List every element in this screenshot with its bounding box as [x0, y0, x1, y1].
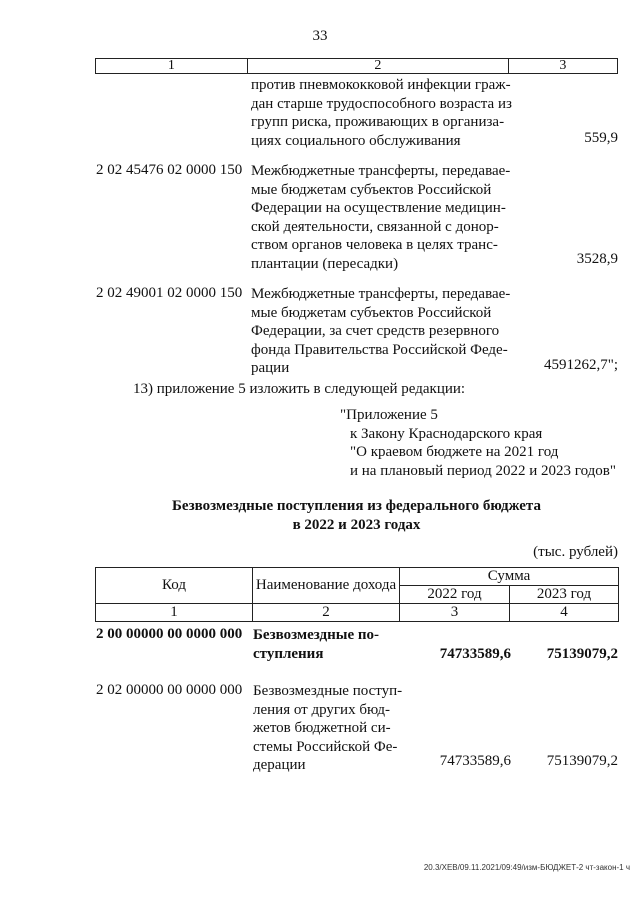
- revenue-table-header: [95, 567, 619, 622]
- appendix-line-4: и на плановый период 2022 и 2023 годов": [350, 462, 616, 479]
- col-header-2023: 2023 год: [510, 586, 619, 604]
- col-header-name: Наименование дохода: [253, 568, 400, 604]
- header-col-1: 1: [96, 59, 248, 74]
- row-description: Межбюджетные трансферты, передавае- мые бюджетам субъектов Российской Федерации, за счет средств резервного фонда Правительства Российской Феде- рации: [251, 286, 511, 376]
- col-num-1: 1: [96, 604, 253, 622]
- table-row-2022: 74733589,6: [439, 646, 511, 662]
- units-label: (тыс. рублей): [533, 544, 618, 560]
- page-number: 33: [312, 28, 328, 44]
- cont-row-description: против пневмококковой инфекции граж- дан старше трудоспособного возраста из групп риска, проживающих в организа- циях социального обслуживания: [251, 77, 512, 149]
- table-row-2023: 75139079,2: [546, 646, 618, 662]
- row-description: Межбюджетные трансферты, передавае- мые бюджетам субъектов Российской Федерации на осуществление медицин- ской деятельности, связанной с донор- ством органов человека в целях транс- плантации (пересадки): [251, 163, 511, 272]
- table-row-name: Безвозмездные поступ- ления от других бюд- жетов бюджетной си- стемы Российской Фе- дерации: [253, 683, 403, 773]
- item-13-text: 13) приложение 5 изложить в следующей редакции:: [133, 381, 466, 397]
- document-title: [95, 497, 618, 534]
- table-row-code: 2 02 00000 00 0000 000: [96, 682, 243, 698]
- row-value: 4591262,7";: [543, 357, 618, 373]
- col-header-sum: Сумма: [400, 568, 619, 586]
- header-col-3: 3: [508, 59, 617, 74]
- header-col-2: 2: [247, 59, 508, 74]
- footer-reference: 20.3/ХЕВ/09.11.2021/09:49/изм-БЮДЖЕТ-2 чт-закон-1 ч: [423, 863, 630, 872]
- cont-row-value: 559,9: [584, 130, 618, 146]
- appendix-header: [340, 406, 630, 480]
- table-row-code: 2 00 00000 00 0000 000: [96, 626, 243, 642]
- appendix-line-1: "Приложение 5: [340, 407, 438, 423]
- col-num-4: 4: [510, 604, 619, 622]
- col-header-2022: 2022 год: [400, 586, 510, 604]
- appendix-line-3: "О краевом бюджете на 2021 год: [350, 444, 559, 460]
- table-row-2022: 74733589,6: [439, 753, 511, 769]
- row-code: 2 02 49001 02 0000 150: [96, 285, 243, 301]
- table-row-name: Безвозмездные по- ступления: [253, 627, 380, 662]
- table-row-2023: 75139079,2: [546, 753, 618, 769]
- row-value: 3528,9: [576, 251, 618, 267]
- title-line-1: Безвозмездные поступления из федерального бюджета: [172, 498, 541, 514]
- appendix-line-2: к Закону Краснодарского края: [350, 425, 543, 442]
- col-num-2: 2: [253, 604, 400, 622]
- col-num-3: 3: [400, 604, 510, 622]
- title-line-2: в 2022 и 2023 годах: [292, 516, 421, 533]
- row-code: 2 02 45476 02 0000 150: [96, 162, 243, 178]
- col-header-code: Код: [96, 568, 253, 604]
- continued-table-header: [95, 58, 618, 74]
